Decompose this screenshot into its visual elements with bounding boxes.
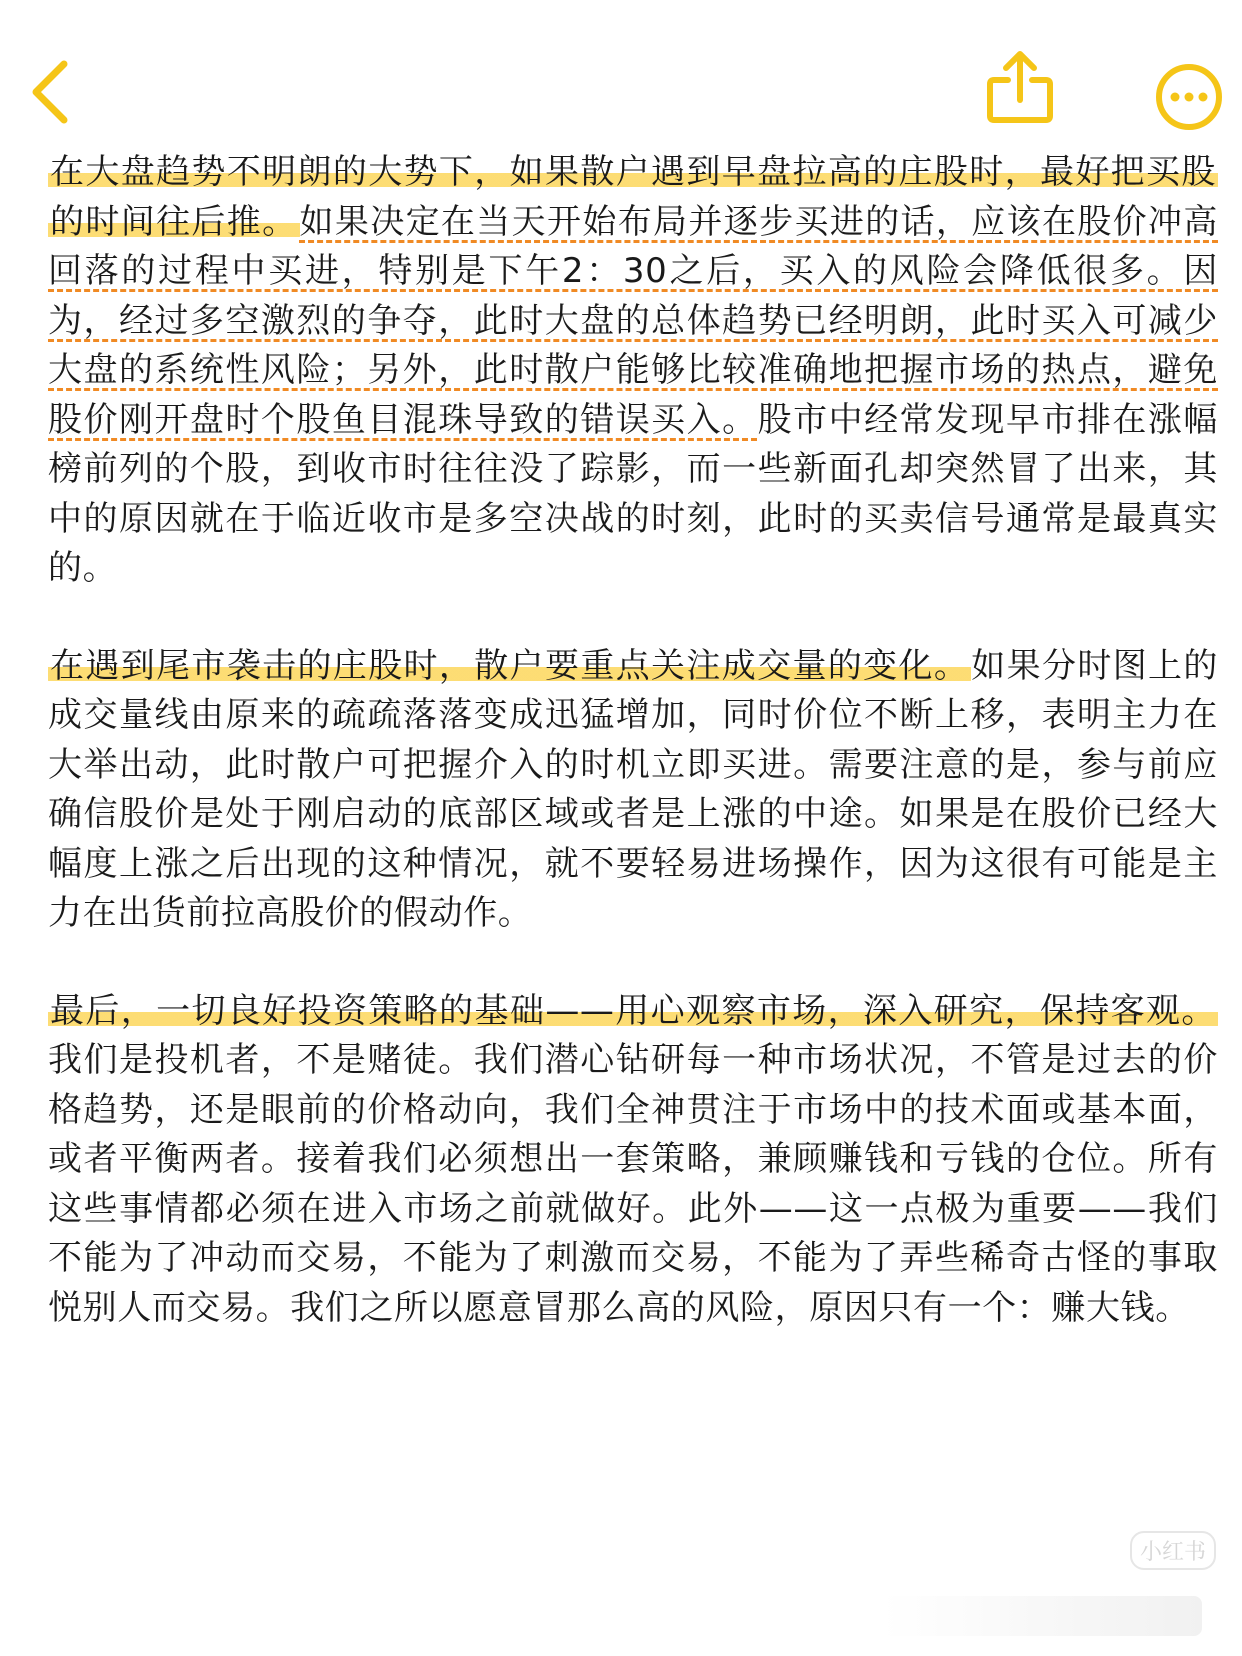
note-paragraph-1 — [48, 148, 1218, 594]
highlighted-text: 最后，一切良好投资策略的基础——用心观察市场，深入研究，保持客观。 — [50, 990, 1216, 1031]
more-options-button[interactable] — [1150, 58, 1228, 136]
share-button[interactable] — [980, 50, 1060, 140]
back-button[interactable] — [26, 58, 82, 138]
chevron-left-icon — [26, 58, 82, 138]
body-text: 股市中经常发现早市排在涨幅榜前列的个股，到收市时往往没了踪影，而一些新面孔却突然冒了出来，其中的原因就在于临近收市是多空决战的时刻，此时的买卖信号通常是最真实的。 — [48, 399, 1218, 588]
note-paragraph-3 — [48, 987, 1218, 1334]
note-paragraph-2 — [48, 642, 1218, 939]
note-toolbar — [0, 0, 1242, 150]
note-body[interactable] — [48, 148, 1218, 1381]
body-text: 我们是投机者，不是赌徒。我们潜心钻研每一种市场状况，不管是过去的价格趋势，还是眼前的价格动向，我们全神贯注于市场中的技术面或基本面，或者平衡两者。接着我们必须想出一套策略，兼顾赚钱和亏钱的仓位。所有这些事情都必须在进入市场之前就做好。此外——这一点极为重要——我们不能为了冲动而交易，不能为了刺激而交易，不能为了弄些稀奇古怪的事取悦别人而交易。我们之所以愿意冒那么高的风险，原因只有一个：赚大钱。 — [48, 1040, 1218, 1328]
highlighted-text: 在遇到尾市袭击的庄股时，散户要重点关注成交量的变化。 — [50, 645, 970, 686]
more-horizontal-icon — [1150, 58, 1228, 136]
body-text: 如果分时图上的成交量线由原来的疏疏落落变成迅猛增加，同时价位不断上移，表明主力在大举出动，此时散户可把握介入的时机立即买进。需要注意的是，参与前应确信股价是处于刚启动的底部区域或者是上涨的中途。如果是在股价已经大幅度上涨之后出现的这种情况，就不要轻易进场操作，因为这很有可能是主力在出货前拉高股价的假动作。 — [48, 645, 1219, 933]
share-icon — [980, 50, 1060, 140]
bottom-fade — [882, 1596, 1202, 1636]
highlighted-text: 在大盘趋势不明朗的大势下，如果散户遇到早盘拉高的庄股时，最好把买股的时间往后推。 — [50, 152, 1216, 242]
watermark-logo: 小红书 — [1130, 1531, 1216, 1570]
underlined-text: 如果决定在当天开始布局并逐步买进的话，应该在股价冲高回落的过程中买进，特别是下午2：30之后，买入的风险会降低很多。因为，经过多空激烈的争夺，此时大盘的总体趋势已经明朗，此时买入可减少大盘的系统性风险；另外，此时散户能够比较准确地把握市场的热点，避免股价刚开盘时个股鱼目混珠导致的错误买入。 — [48, 201, 1218, 440]
